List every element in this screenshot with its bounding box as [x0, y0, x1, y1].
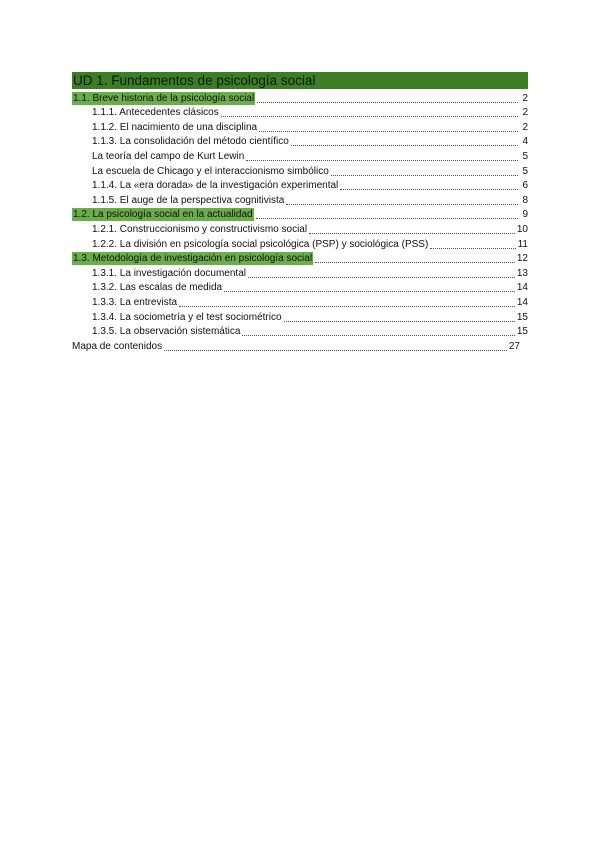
toc-entry-page: 4 [522, 136, 528, 148]
toc-entry-page: 14 [516, 296, 528, 308]
dot-leader [221, 106, 518, 117]
toc-entry-page: 11 [517, 238, 528, 250]
toc-entry-page: 15 [516, 311, 528, 323]
toc-entry-1-2-2[interactable] [72, 236, 528, 251]
toc-entry-escuela-chicago[interactable] [72, 163, 528, 178]
dot-leader [259, 121, 518, 132]
table-of-contents [72, 72, 528, 353]
toc-entry-page: 9 [522, 209, 528, 221]
toc-entry-page: 2 [522, 107, 528, 119]
toc-entry-1-3-2[interactable] [72, 280, 528, 295]
dot-leader [331, 165, 518, 176]
toc-entry-page: 5 [522, 165, 528, 177]
unit-title: UD 1. Fundamentos de psicología social [72, 72, 528, 89]
toc-entry-1-1-2[interactable] [72, 119, 528, 134]
dot-leader [164, 340, 507, 351]
toc-entry-label: 1.3.5. La observación sistemática [92, 326, 241, 338]
dot-leader [315, 252, 515, 263]
dot-leader [256, 208, 518, 219]
toc-entry-1-1-3[interactable] [72, 134, 528, 149]
toc-entry-section-1-1[interactable] [72, 90, 528, 105]
toc-entry-1-1-5[interactable] [72, 192, 528, 207]
toc-entry-label: 1.1.3. La consolidación del método científico [92, 136, 289, 148]
toc-entry-1-3-4[interactable] [72, 309, 528, 324]
toc-entry-section-1-2[interactable] [72, 207, 528, 222]
toc-entry-1-3-5[interactable] [72, 324, 528, 339]
dot-leader [257, 92, 518, 103]
toc-entry-section-1-3[interactable] [72, 251, 528, 266]
toc-entry-label: 1.1.1. Antecedentes clásicos [92, 107, 219, 119]
toc-entry-label: 1.3.4. La sociometría y el test sociométrico [92, 311, 282, 323]
dot-leader [248, 267, 515, 278]
toc-entry-page: 8 [522, 194, 528, 206]
dot-leader [179, 296, 515, 307]
toc-entry-1-3-1[interactable] [72, 265, 528, 280]
toc-entry-kurt-lewin[interactable] [72, 148, 528, 163]
toc-entry-page: 5 [522, 150, 528, 162]
toc-entry-label: 1.3.1. La investigación documental [92, 267, 246, 279]
toc-entry-page: 2 [522, 92, 528, 104]
toc-entry-page: 10 [516, 223, 528, 235]
dot-leader [284, 311, 515, 322]
toc-entry-1-1-1[interactable] [72, 105, 528, 120]
dot-leader [242, 325, 514, 336]
dot-leader [286, 194, 518, 205]
toc-entry-label: 1.1.2. El nacimiento de una disciplina [92, 121, 258, 133]
dot-leader [430, 238, 515, 249]
toc-entry-label: 1.3.2. Las escalas de medida [92, 282, 223, 294]
toc-entry-1-3-3[interactable] [72, 294, 528, 309]
toc-entry-label: La teoría del campo de Kurt Lewin [92, 150, 245, 162]
toc-entry-label: Mapa de contenidos [72, 340, 163, 352]
toc-entry-label: 1.3. Metodología de investigación en psicología social [73, 253, 313, 265]
toc-entry-page: 14 [516, 282, 528, 294]
toc-entry-label: 1.2. La psicología social en la actualidad [73, 209, 253, 221]
toc-entry-label: 1.3.3. La entrevista [92, 296, 178, 308]
toc-entry-label: 1.2.1. Construccionismo y constructivismo social [92, 223, 308, 235]
toc-entry-mapa-contenidos[interactable] [72, 338, 520, 353]
toc-entry-page: 13 [516, 267, 528, 279]
toc-entry-label: 1.1.4. La «era dorada» de la investigación experimental [92, 180, 339, 192]
dot-leader [291, 135, 518, 146]
toc-entry-label: 1.2.2. La división en psicología social psicológica (PSP) y sociológica (PSS) [92, 238, 429, 250]
toc-entry-label: La escuela de Chicago y el interaccionismo simbólico [92, 165, 329, 177]
toc-entry-1-1-4[interactable] [72, 178, 528, 193]
toc-entry-page: 12 [516, 253, 528, 265]
dot-leader [340, 179, 518, 190]
toc-entry-page: 2 [522, 121, 528, 133]
toc-entry-label: 1.1.5. El auge de la perspectiva cognitivista [92, 194, 285, 206]
toc-entry-1-2-1[interactable] [72, 221, 528, 236]
toc-entry-label: 1.1. Breve historia de la psicología social [73, 92, 255, 104]
toc-entry-page: 15 [516, 326, 528, 338]
dot-leader [224, 281, 515, 292]
toc-entry-page: 6 [522, 180, 528, 192]
dot-leader [246, 150, 518, 161]
toc-entry-page: 27 [508, 340, 520, 352]
dot-leader [309, 223, 515, 234]
